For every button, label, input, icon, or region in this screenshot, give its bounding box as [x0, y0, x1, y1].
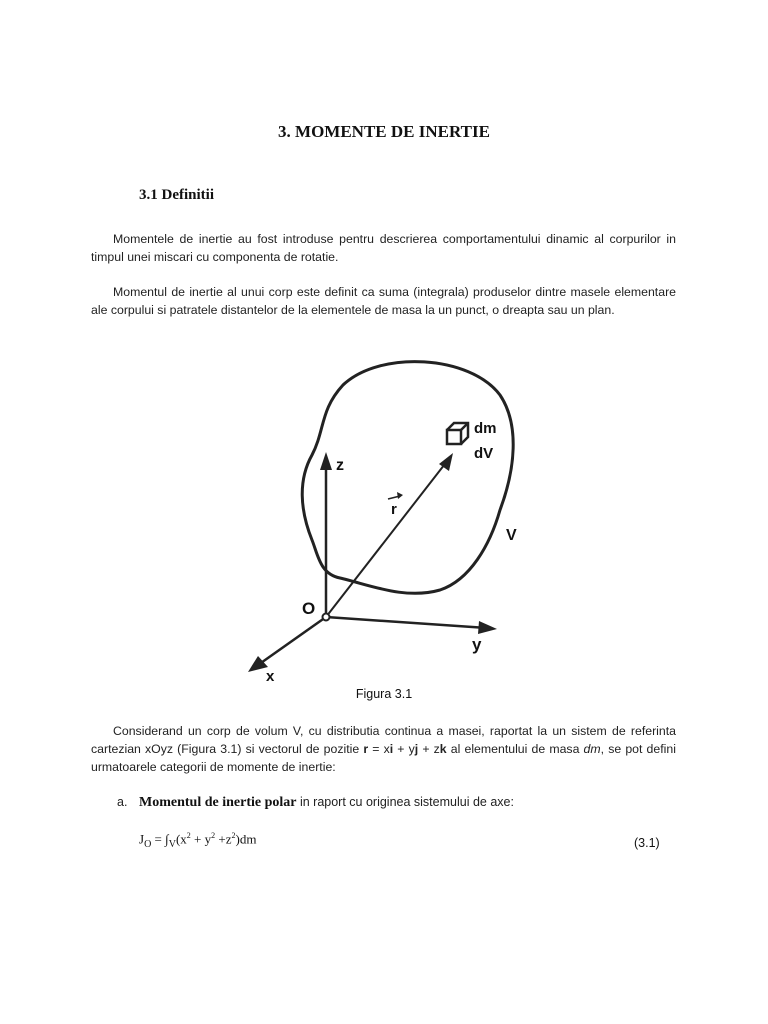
formula-lhs: J: [139, 831, 145, 847]
formula-body-1: (x: [175, 831, 187, 847]
list-item-a: [117, 795, 514, 811]
unit-i: i: [389, 742, 394, 756]
z-arrowhead: [320, 452, 332, 470]
label-dv: dV: [474, 445, 494, 462]
formula-3-1: [139, 831, 256, 850]
formula-plus-2: +z: [215, 831, 232, 847]
label-r: r: [391, 501, 397, 518]
page-title: 3. MOMENTE DE INERTIE: [278, 122, 490, 141]
y-axis: [326, 617, 487, 628]
label-y: y: [472, 635, 482, 654]
formula-sq-2: 2: [211, 831, 216, 840]
list-item-rest: in raport cu originea sistemului de axe:: [296, 795, 514, 809]
formula-sq-1: 2: [186, 831, 191, 840]
p3-plus-2: + z: [418, 742, 440, 756]
paragraph-intro: Momentele de inertie au fost introduse pentru descrierea comportamentului dinamic al corpurilor in timpul unei miscari cu componenta de rotatie.: [91, 232, 676, 264]
list-marker: a.: [117, 795, 128, 809]
formula-plus-1: + y: [190, 831, 212, 847]
label-dm: dm: [474, 420, 497, 437]
section-heading: 3.1 Definitii: [139, 187, 214, 203]
figure-3-1: [230, 350, 550, 690]
p3-text-3: , se pot defini urmatoarele categorii de momente de inertie:: [91, 742, 676, 774]
body-outline: [302, 362, 513, 594]
unit-j: j: [414, 742, 419, 756]
p3-text-2: al elementului de masa: [446, 742, 584, 756]
equation-number: (3.1): [634, 836, 660, 850]
mass-dm: dm: [583, 742, 601, 756]
label-o: O: [302, 599, 316, 618]
formula-int-sub: V: [168, 838, 176, 850]
figure-caption: Figura 3.1: [355, 687, 413, 701]
r-vector-mark-head: [397, 492, 403, 499]
paragraph-context: [91, 722, 676, 776]
vector-r: r: [363, 742, 369, 756]
list-item-bold: Momentul de inertie polar: [139, 795, 297, 810]
paragraph-definition: Momentul de inertie al unui corp este definit ca suma (integrala) produselor dintre masele elementare ale corpului si patratele distantelor de la elementele de masa la un punct, o dreapta sau un plan.: [91, 285, 676, 317]
label-x: x: [266, 668, 275, 685]
formula-integral: = ∫: [151, 831, 169, 847]
formula-body-2: )dm: [235, 831, 257, 847]
x-axis: [258, 617, 326, 665]
label-z: z: [336, 457, 344, 474]
label-v: V: [506, 527, 517, 544]
p3-eq: = x: [368, 742, 390, 756]
origin-point: [323, 614, 330, 621]
formula-lhs-sub: O: [144, 838, 152, 850]
p3-plus-1: + y: [393, 742, 415, 756]
unit-k: k: [439, 742, 447, 756]
p3-text-1: Considerand un corp de volum V, cu distributia continua a masei, raportat la un sistem de referinta cartezian xOyz (Figura 3.1) si vectorul de pozitie: [91, 724, 676, 756]
mass-element-cube: [447, 423, 468, 444]
y-arrowhead: [478, 621, 497, 634]
x-arrowhead: [248, 656, 268, 672]
formula-sq-3: 2: [231, 831, 236, 840]
